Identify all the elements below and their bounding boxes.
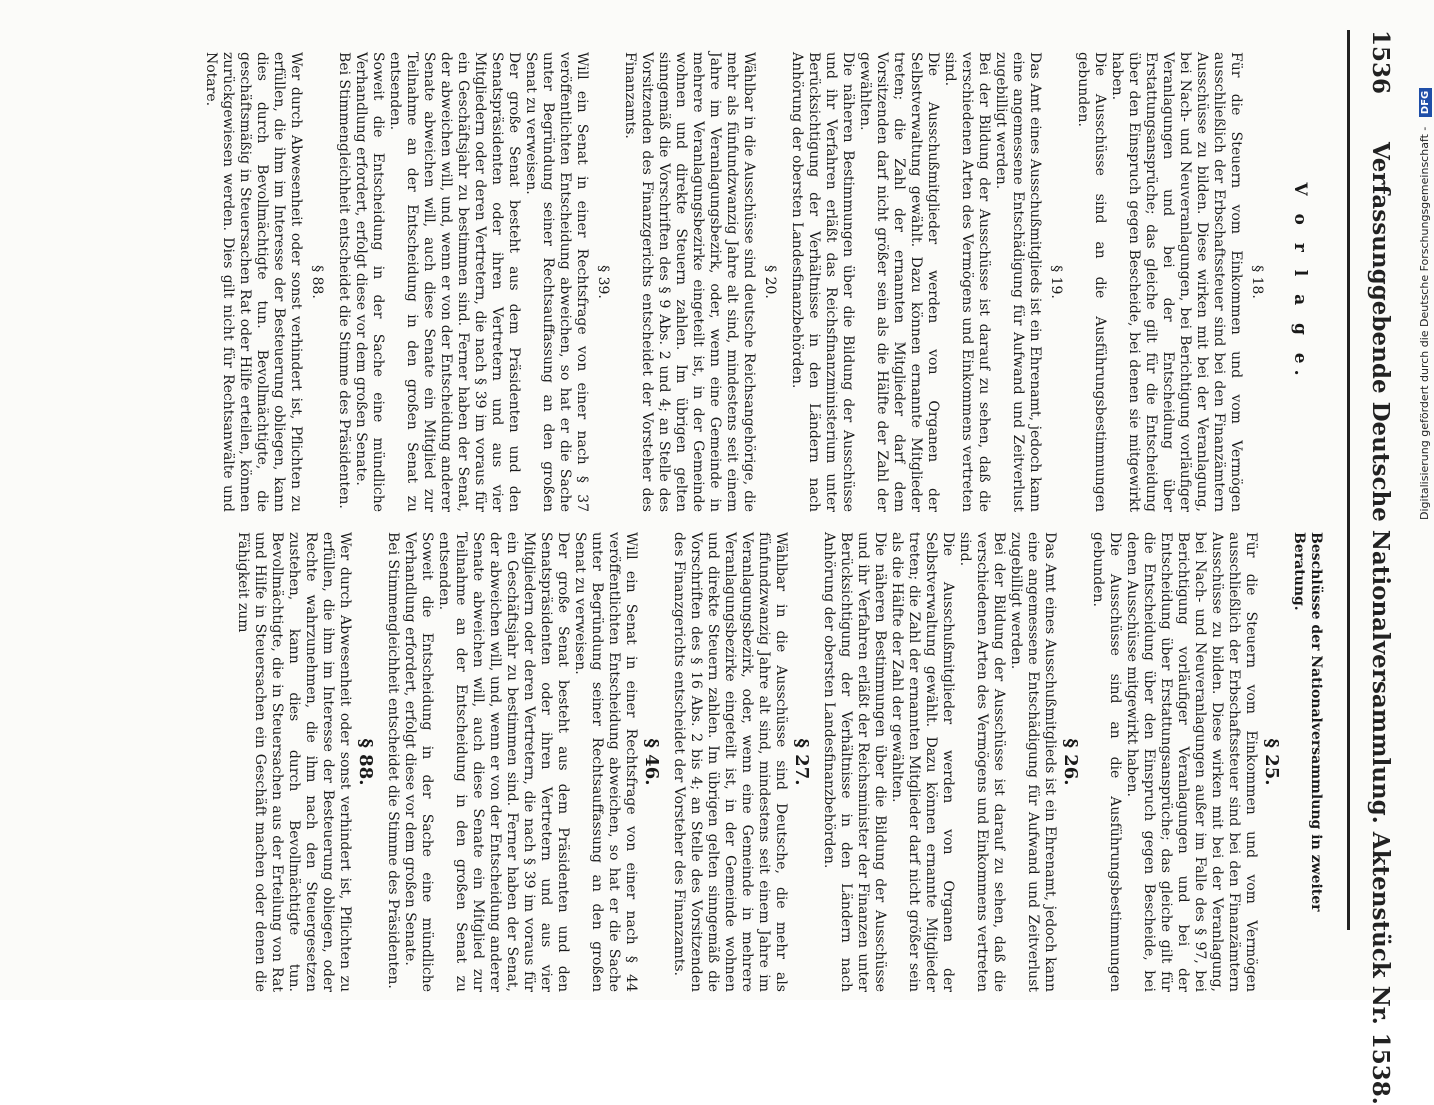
section-paragraph: Für die Steuern vom Einkommen und vom Vermögen ausschließlich der Erbschaftssteuer sind bei den Finanzämtern Ausschüsse zu bilden. Diese wirken mit bei der Veranlagung, bei Nach- und Neuveranlagungen, bei Berichtigung vorläufiger Veranlagungen und bei der Entscheidung über Erstattungsansprüche; das gleiche gilt für die Entscheidung über den Einspruch gegen Bescheide, bei denen sie mitgewirkt haben.	[1109, 52, 1244, 512]
left-sections	[202, 52, 1265, 512]
page-number: 1536	[1367, 30, 1394, 95]
section-paragraph: Die Ausschußmitglieder werden von Organen der Selbstverwaltung gewählt. Dazu können ernannte Mitglieder treten; die Zahl der ernannten Mitglieder darf nicht größer sein als die Hälfte der Zahl der gewählten.	[889, 532, 956, 992]
section-paragraph: Die näheren Bestimmungen über die Bildung der Ausschüsse und ihr Verfahren erläßt das Reichsfinanzministerium unter Berücksichtigung der Verhältnisse in den Ländern nach Anhörung der obersten Landesfinanzbehörden.	[789, 52, 856, 512]
section-paragraph: Der große Senat besteht aus dem Präsidenten und den Senatspräsidenten oder ihren Vertretern und aus vier Mitgliedern oder deren Vertretern, die nach § 39 im voraus für ein Geschäftsjahr zu bestimmen sind. Ferner haben der Senat, der abweichen will, und, wenn er von der Entscheidung anderer Senate abweichen will, auch diese Senate ein Mitglied zur Teilnahme an der Entscheidung in den großen Senat zu entsenden.	[387, 52, 522, 512]
left-column-vorlage	[50, 52, 1330, 512]
section-paragraph: Soweit die Entscheidung in der Sache eine mündliche Verhandlung erfordert, erfolgt diese vor dem großen Senate.	[402, 532, 435, 992]
right-sections	[234, 532, 1280, 992]
section-heading: § 88.	[355, 738, 376, 786]
section-paragraph: Für die Steuern vom Einkommen und vom Vermögen ausschließlich der Erbschaftssteuer sind bei den Finanzämtern Ausschüsse zu bilden. Diese wirken mit bei der Veranlagung, bei Nach- und Neuveranlagungen außer im Falle des § 97, bei Berichtigung vorläufiger Veranlagungen und bei der Entscheidung über Erstattungsansprüche; das gleiche gilt für die Entscheidung über den Einspruch gegen Bescheide, bei denen Ausschüsse mitgewirkt haben.	[1124, 532, 1259, 992]
section-paragraph: Die Ausschüsse sind an die Ausführungsbestimmungen gebunden.	[1075, 52, 1108, 512]
section-paragraph: Bei der Bildung der Ausschüsse ist darauf zu sehen, daß die verschiedenen Arten des Vermögens und Einkommens vertreten sind.	[957, 532, 1007, 992]
section-paragraph: Wählbar in die Ausschüsse sind deutsche Reichsangehörige, die mehr als fünfundzwanzig Jahre alt sind, mindestens seit einem Jahre im Veranlagungsbezirk, oder, wenn eine Gemeinde in mehrere Veranlagungsbezirke eingeteilt ist, in der Gemeinde wohnen und direkte Steuern zahlen. Im übrigen gelten sinngemäß die Vorschriften des § 9 Abs. 2 und 4; an Stelle des Vorsitzenden des Finanzgerichts entscheidet der Vorsteher des Finanzamts.	[622, 52, 757, 512]
dfg-logo: DFG	[1419, 88, 1432, 117]
page-header	[1354, 30, 1394, 1105]
section-paragraph: Die Ausschußmitglieder werden von Organen der Selbstverwaltung gewählt. Dazu können ernannte Mitglieder treten; die Zahl der ernannten Mitglieder darf dem Vorsitzenden darf nicht größer sein als die Hälfte der Zahl der gewählten.	[857, 52, 941, 512]
section-paragraph: Bei Stimmengleichheit entscheidet die Stimme des Präsidenten.	[385, 532, 401, 989]
section-heading: § 20.	[762, 265, 778, 299]
section-paragraph: Wählbar in die Ausschüsse sind Deutsche, die mehr als fünfundzwanzig Jahre alt sind, mindestens seit einem Jahre im Veranlagungsbezirk, oder, wenn eine Gemeinde in mehrere Veranlagungsbezirke eingeteilt ist, in der Gemeinde wohnen und direkte Steuern zahlen. Im übrigen gelten sinngemäß die Vorschriften des § 16 Abs. 2 bis 4; an Stelle des Vorsitzenden des Finanzgerichts entscheidet der Vorsteher des Finanzamts.	[671, 532, 789, 992]
section-paragraph: Die näheren Bestimmungen über die Bildung der Ausschüsse und ihr Verfahren erläßt der Reichsminister der Finanzen unter Berücksichtigung der Verhältnisse in den Ländern nach Anhörung der obersten Landesfinanzbehörden.	[821, 532, 888, 992]
section-paragraph: Wer durch Abwesenheit oder sonst verhindert ist, Pflichten zu erfüllen, die ihm im Interesse der Besteuerung obliegen, oder Rechte wahrzunehmen, die ihm nach den Steuergesetzen zustehen, kann dies durch Bevollmächtigte tun. Bevollmächtigte, die in Steuersachen aus der Erteilung von Rat und Hilfe in Steuersachen ein Geschäft machen oder denen die Fähigkeit zum	[235, 532, 353, 992]
section-heading: § 46.	[641, 738, 662, 786]
section-paragraph: Die Ausschüsse sind an die Ausführungsbestimmungen gebunden.	[1090, 532, 1123, 992]
section-paragraph: Wer durch Abwesenheit oder sonst verhindert ist, Pflichten zu erfüllen, die ihm im Interesse der Besteuerung obliegen, kann dies durch Bevollmächtigte tun. Bevollmächtigte, die geschäftsmäßig in Steuersachen Rat oder Hilfe erteilen, können zurückgewiesen werden. Dies gilt nicht für Rechtsanwälte und Notare.	[203, 52, 304, 512]
section-heading: § 27.	[791, 738, 812, 786]
section-heading: § 26.	[1060, 738, 1081, 786]
section-paragraph: Das Amt eines Ausschußmitglieds ist ein Ehrenamt, jedoch kann eine angemessene Entschädigung für Aufwand und Zeitverlust zugebilligt werden.	[1008, 532, 1058, 992]
right-column-beschluesse	[50, 532, 1330, 992]
section-heading: § 18.	[1249, 265, 1265, 299]
section-paragraph: Bei der Bildung der Ausschüsse ist darauf zu sehen, daß die verschiedenen Arten des Vermögens und Einkommens vertreten sind.	[942, 52, 992, 512]
document-title: Verfassunggebende Deutsche Nationalversammlung. Aktenstück Nr. 1538.	[1367, 142, 1394, 1105]
left-column-title: V o r l a g e.	[1290, 182, 1310, 382]
section-heading: § 25.	[1261, 738, 1282, 786]
right-column-title: Beschlüsse der Nationalversammlung in zweiter Beratung.	[1291, 532, 1324, 912]
header-rule	[1347, 30, 1350, 930]
section-heading: § 88.	[309, 265, 325, 299]
section-paragraph: Das Amt eines Ausschußmitglieds ist ein Ehrenamt, jedoch kann eine angemessene Entschädigung für Aufwand und Zeitverlust zugebilligt werden.	[993, 52, 1043, 512]
section-heading: § 39.	[595, 265, 611, 299]
section-paragraph: Bei Stimmengleichheit entscheidet die Stimme des Präsidenten.	[336, 52, 352, 509]
section-paragraph: Will ein Senat in einer Rechtsfrage von einer nach § 37 veröffentlichten Entscheidung abweichen, so hat er die Sache unter Begründung seiner Rechtsauffassung an den großen Senat zu verweisen.	[523, 52, 590, 512]
section-paragraph: Soweit die Entscheidung in der Sache eine mündliche Verhandlung erfordert, erfolgt diese vor dem großen Senate.	[353, 52, 386, 512]
digitization-text: Digitalisierung gefördert durch die Deutsche Forschungsgemeinschaft -	[1418, 126, 1431, 520]
section-paragraph: Will ein Senat in einer Rechtsfrage von einer nach § 44 veröffentlichten Entscheidung abweichen, so hat er die Sache unter Begründung seiner Rechtsauffassung an den großen Senat zu verweisen.	[572, 532, 639, 992]
section-heading: § 19.	[1048, 265, 1064, 299]
digitization-note	[1418, 40, 1434, 520]
section-paragraph: Der große Senat besteht aus dem Präsidenten und den Senatspräsidenten oder ihren Vertretern und aus vier Mitgliedern oder deren Vertretern, die nach § 39 im voraus für ein Geschäftsjahr zu bestimmen sind. Ferner haben der Senat, der abweichen will, und, wenn er von der Entscheidung anderer Senate abweichen will, auch diese Senate ein Mitglied zur Teilnahme an der Entscheidung in den großen Senat zu entsenden.	[436, 532, 571, 992]
